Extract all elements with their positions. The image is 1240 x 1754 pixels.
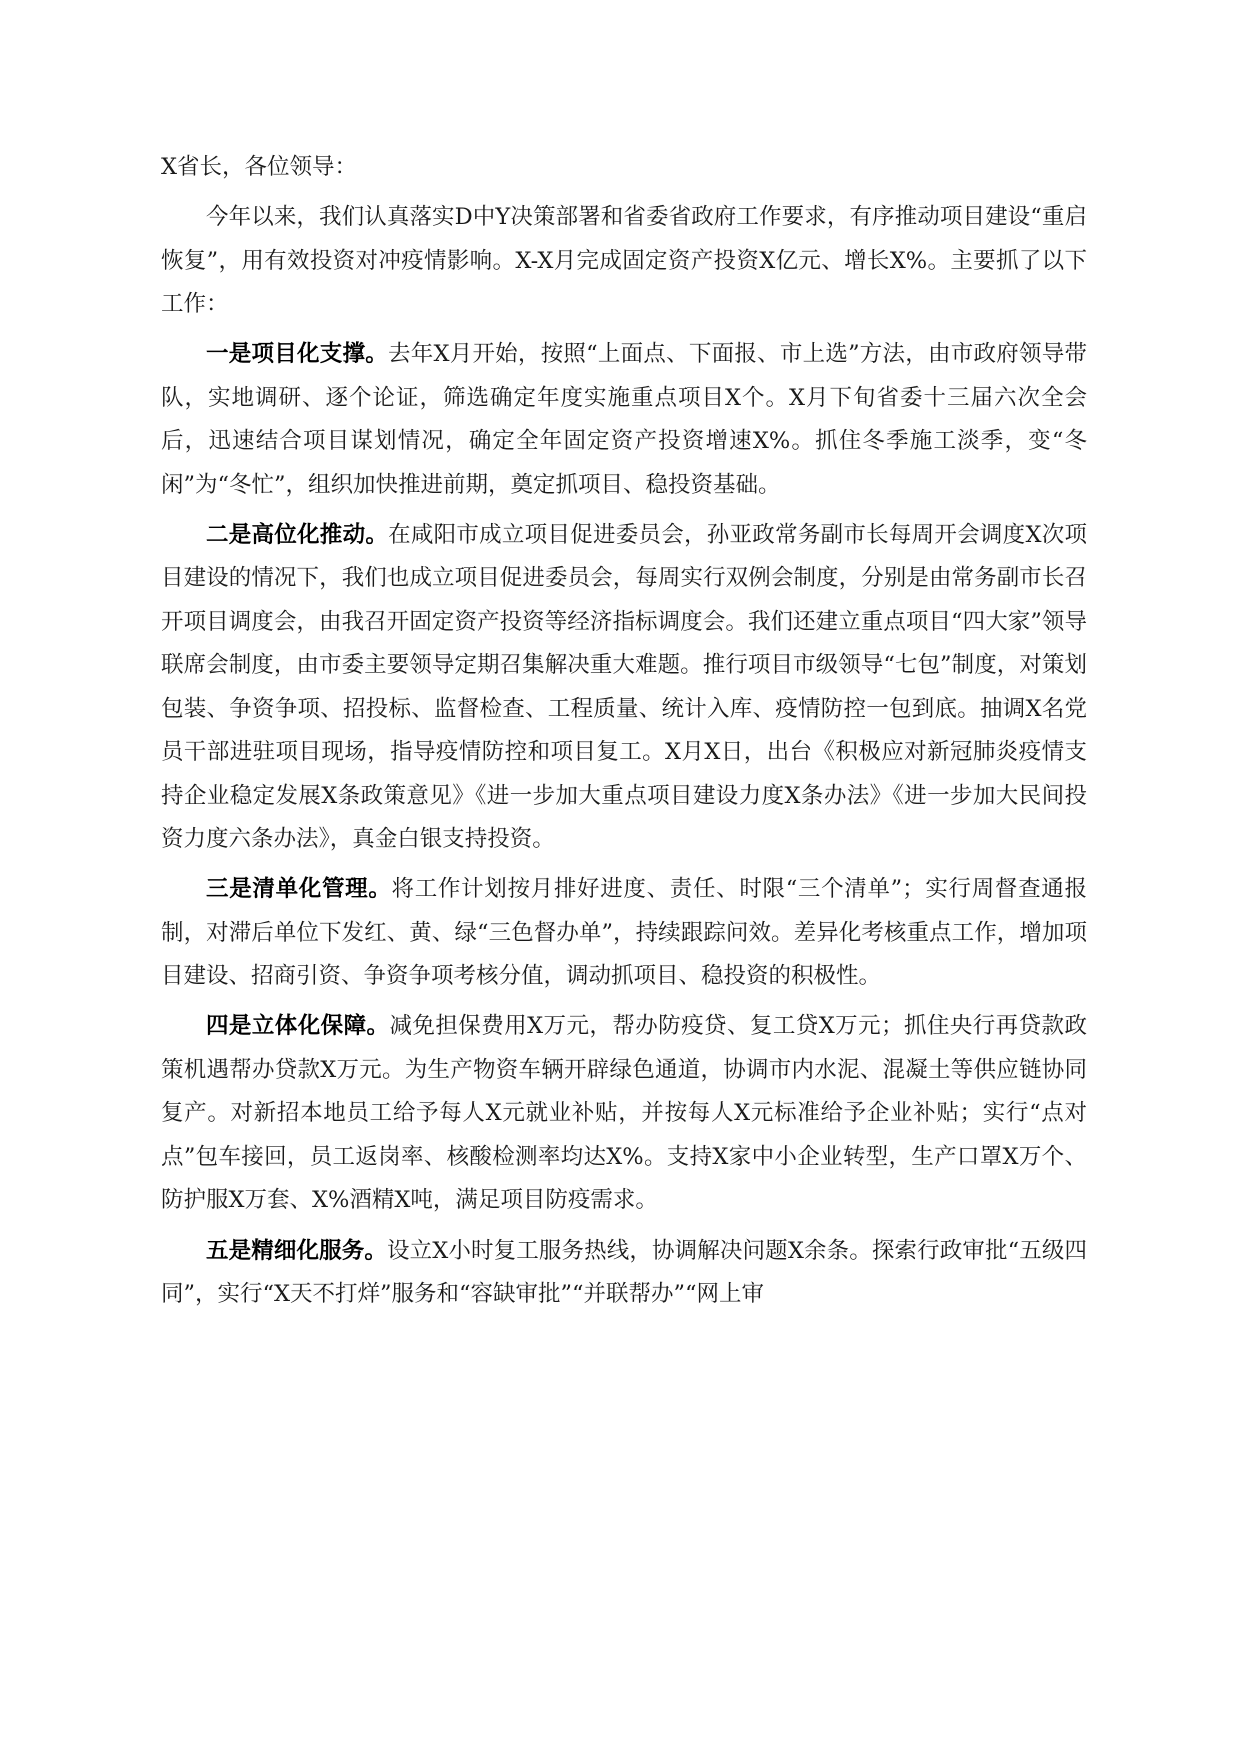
paragraph-text: 今年以来，我们认真落实D中Y决策部署和省委省政府工作要求，有序推动项目建设“重启恢复”，用有效投资对冲疫情影响。X-X月完成固定资产投资X亿元、增长X%。主要抓了以下工作： — [161, 204, 1087, 318]
paragraph-text: 减免担保费用X万元，帮办防疫贷、复工贷X万元；抓住央行再贷款政策机遇帮办贷款X万元。为生产物资车辆开辟绿色通道，协调市内水泥、混凝土等供应链协同复产。对新招本地员工给予每人X元就业补贴，并按每人X元标准给予企业补贴；实行“点对点”包车接回，员工返岗率、核酸检测率均达X%。支持X家中小企业转型，生产口罩X万个、防护服X万套、X%酒精X吨，满足项目防疫需求。 — [161, 1013, 1087, 1214]
paragraph-lead: 四是立体化保障。 — [206, 1013, 390, 1040]
paragraph-text: 在咸阳市成立项目促进委员会，孙亚政常务副市长每周开会调度X次项目建设的情况下，我们也成立项目促进委员会，每周实行双例会制度，分别是由常务副市长召开项目调度会，由我召开固定资产投资等经济指标调度会。我们还建立重点项目“四大家”领导联席会制度，由市委主要领导定期召集解决重大难题。推行项目市级领导“七包”制度，对策划包装、争资争项、招投标、监督检查、工程质量、统计入库、疫情防控一包到底。抽调X名党员干部进驻项目现场，指导疫情防控和项目复工。X月X日，出台《积极应对新冠肺炎疫情支持企业稳定发展X条政策意见》《进一步加大重点项目建设力度X条办法》《进一步加大民间投资力度六条办法》，真金白银支持投资。 — [161, 521, 1087, 853]
paragraph-lead: 五是精细化服务。 — [206, 1237, 388, 1264]
paragraph-intro — [161, 196, 1087, 327]
paragraph-lead: 二是高位化推动。 — [206, 521, 389, 548]
paragraph-text: 设立X小时复工服务热线，协调解决问题X余条。探索行政审批“五级四同”，实行“X天不打烊”服务和“容缺审批”“并联帮办”“网上审 — [161, 1237, 1087, 1308]
paragraph-point-5 — [161, 1230, 1087, 1317]
paragraph-point-1 — [161, 333, 1087, 507]
paragraph-point-2 — [161, 514, 1087, 862]
paragraph-text: 将工作计划按月排好进度、责任、时限“三个清单”；实行周督查通报制，对滞后单位下发红、黄、绿“三色督办单”，持续跟踪问效。差异化考核重点工作，增加项目建设、招商引资、争资争项考核分值，调动抓项目、稳投资的积极性。 — [161, 876, 1087, 990]
paragraph-lead: 一是项目化支撑。 — [206, 341, 388, 368]
salutation: X省长，各位领导： — [161, 154, 358, 180]
paragraph-text: 去年X月开始，按照“上面点、下面报、市上选”方法，由市政府领导带队，实地调研、逐个论证，筛选确定年度实施重点项目X个。X月下旬省委十三届六次全会后，迅速结合项目谋划情况，确定全年固定资产投资增速X%。抓住冬季施工淡季，变“冬闲”为“冬忙”，组织加快推进前期，奠定抓项目、稳投资基础。 — [161, 341, 1087, 498]
paragraph-point-4 — [161, 1005, 1087, 1223]
document-page — [161, 146, 1087, 1323]
paragraph-point-3 — [161, 868, 1087, 999]
paragraph-lead: 三是清单化管理。 — [206, 876, 392, 903]
